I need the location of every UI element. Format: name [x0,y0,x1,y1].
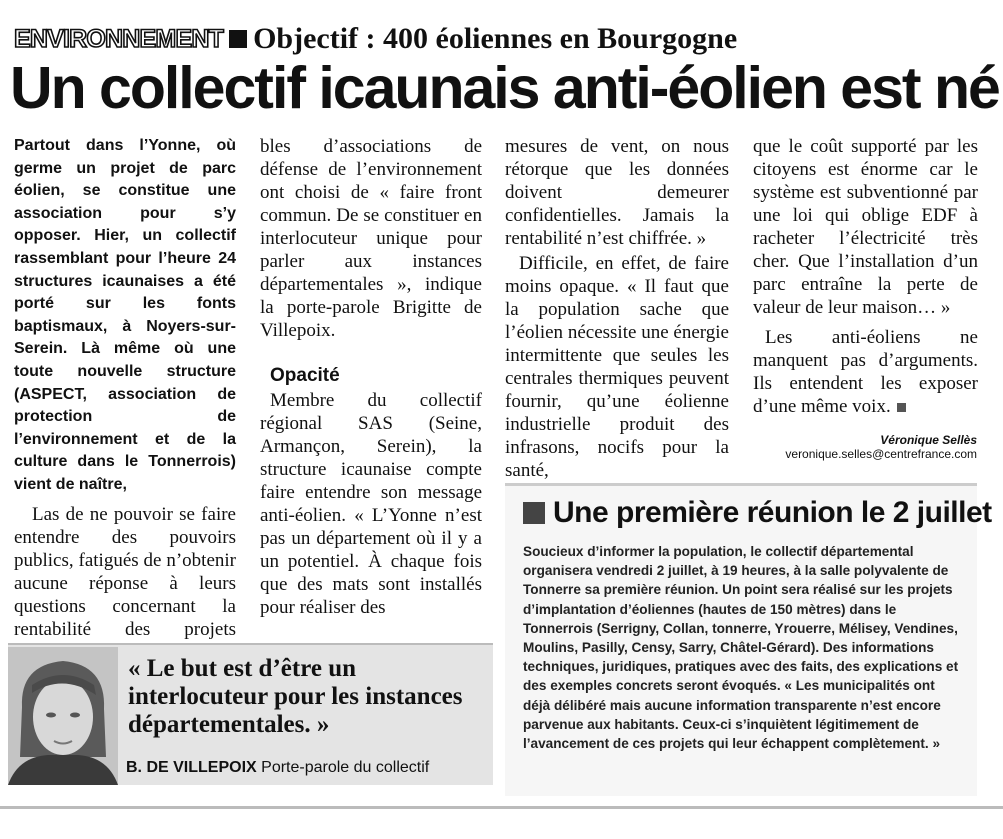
author-email: veronique.selles@centrefrance.com [785,447,977,461]
quote-text: « Le but est d’être un interlocuteur pour les instances départementales. » [128,655,463,738]
pull-quote [8,643,493,785]
bottom-divider [0,806,1003,809]
column-4 [753,135,978,418]
quote-author-role: Porte-parole du collectif [261,759,430,776]
body-paragraph: bles d’associations de défense de l’environnement ont choisi de « faire front commun. De se constituer en interlocuteur unique pour parler aux instances départementales », indique la porte-parole Brigitte de Villepoix. [260,136,482,341]
info-box-title-text: Une première réunion le 2 juillet [553,496,992,529]
author-name: Véronique Sellès [880,433,977,447]
closing-text: Les anti-éoliens ne manquent pas d’arguments. Ils entendent les exposer d’une même voix. [753,327,978,417]
quote-author: B. DE VILLEPOIX [126,759,257,776]
lead-paragraph: Partout dans l’Yonne, où germe un projet de parc éolien, se constitue une association pour s’y opposer. Hier, un collectif rassemblant pour l’heure 24 structures icaunaises a été porté sur les fonts baptismaux, à Noyers-sur-Serein. Là même où une toute nouvelle structure (ASPECT, association de protection de l’environnement et de la culture dans le Tonnerrois) vient de naître, [14,137,236,493]
author-signature [785,433,977,461]
column-3 [505,135,729,482]
square-bullet-icon [229,30,247,48]
end-mark-icon [897,403,906,412]
kicker-subtitle: Objectif : 400 éoliennes en Bourgogne [253,22,738,55]
headline: Un collectif icaunais anti-éolien est né [10,55,999,121]
info-box-text: Soucieux d’informer la population, le collectif départemental organisera vendredi 2 juillet, à 19 heures, à la salle polyvalente de Tonnerre sa première réunion. Un point sera réalisé sur les projets d’implantation d’éoliennes (hautes de 150 mètres) dans le Tonnerrois (Serrigny, Collan, tonnerre, Yrouerre, Mélisey, Vendines, Moulins, Pasilly, Censy, Sarry, Châtel-Gérard). Des informations techniques, juridiques, pratiques avec des faits, des explications et des exemples concrets seront évoqués. « Les municipalités ont déjà délibéré mais aucune information transparente n’est encore parvenue aux habitants. Ceux-ci s’inquiètent légitimement de l’avancement de ces projets qui leur échappent complètement. » [523,544,959,752]
subheading: Opacité [270,365,340,386]
body-paragraph: mesures de vent, on nous rétorque que les données doivent demeurer confidentielles. Jamais la rentabilité n’est chiffrée. » [505,136,729,249]
quote-credit [126,759,429,777]
body-paragraph: Membre du collectif régional SAS (Seine, Armançon, Serein), la structure icaunaise compte faire entendre son message anti-éolien. « L’Yonne n’est pas un département où il y a un potentiel. À chaque fois que des mats sont installés pour réaliser des [260,390,482,618]
section-rubric: ENVIRONNEMENT [14,24,224,53]
info-box-title [523,496,992,530]
column-1 [14,135,236,664]
article-kicker [14,22,737,56]
portrait-photo [8,647,118,785]
info-box [505,483,992,796]
body-paragraph: Difficile, en effet, de faire moins opaque. « Il faut que la population sache que l’éolien nécessite une énergie intermittente que seules les centrales thermiques peuvent fournir, qu’une éolienne industrielle produit des infrasons, nocifs pour la santé, [505,253,729,481]
body-paragraph: Las de ne pouvoir se faire entendre des pouvoirs publics, fatigués de n’obtenir aucune réponse à leurs questions concernant la rentabilité des projets [14,503,236,640]
closing-paragraph [753,326,978,418]
column-2 [260,135,482,619]
square-bullet-icon [523,502,545,524]
body-paragraph: que le coût supporté par les citoyens est énorme car le système est subventionné par une loi qui oblige EDF à racheter l’électricité très cher. Que l’installation d’un parc entraîne la perte de valeur de leur maison… » [753,136,978,318]
